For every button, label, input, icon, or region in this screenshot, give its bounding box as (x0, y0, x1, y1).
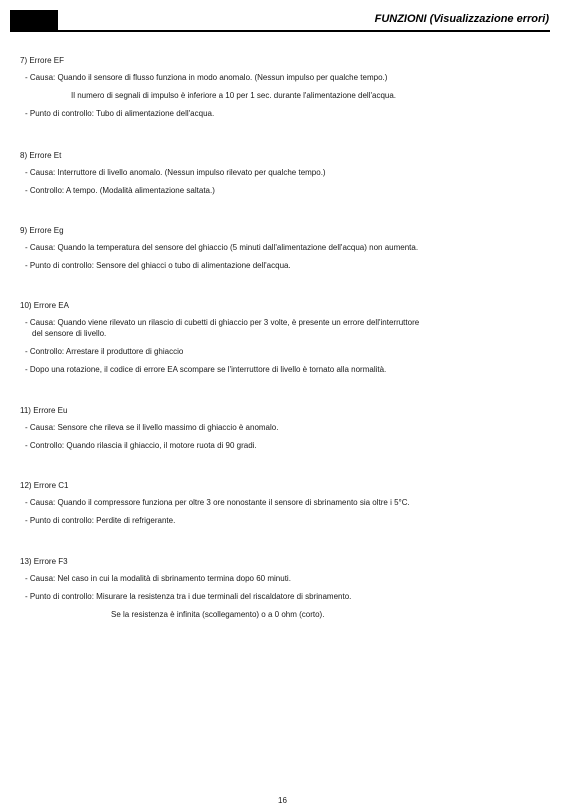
page-title: FUNZIONI (Visualizzazione errori) (374, 13, 549, 25)
section-line: Il numero di segnali di impulso è inferiore a 10 per 1 sec. durante l'alimentazione dell'acqua. (71, 91, 397, 100)
page-number: 16 (278, 796, 287, 805)
section-line: - Dopo una rotazione, il codice di errore EA scompare se l'interruttore di livello è tornato alla normalità. (25, 365, 387, 374)
header-black-block (10, 10, 58, 30)
section-line: - Controllo: Arrestare il produttore di ghiaccio (25, 347, 184, 356)
section-line: - Punto di controllo: Tubo di alimentazione dell'acqua. (25, 109, 215, 118)
section-title: 10) Errore EA (20, 301, 69, 310)
section-title: 9) Errore Eg (20, 226, 64, 235)
section-error-ef (20, 55, 540, 119)
section-line: - Causa: Sensore che rileva se il livello massimo di ghiaccio è anomalo. (25, 423, 279, 432)
section-error-ea (20, 300, 540, 375)
section-title: 12) Errore C1 (20, 481, 69, 490)
section-line: del sensore di livello. (32, 329, 107, 338)
section-line: - Causa: Interruttore di livello anomalo. (Nessun impulso rilevato per qualche tempo.) (25, 168, 326, 177)
section-line: Se la resistenza è infinita (scollegamento) o a 0 ohm (corto). (111, 610, 325, 619)
section-title: 11) Errore Eu (20, 406, 68, 415)
section-error-et (20, 150, 540, 196)
section-line: - Causa: Quando la temperatura del sensore del ghiaccio (5 minuti dall'alimentazione dell'acqua) non aumenta. (25, 243, 419, 252)
section-line: - Controllo: A tempo. (Modalità alimentazione saltata.) (25, 186, 215, 195)
section-error-eu (20, 405, 540, 451)
section-line: - Punto di controllo: Perdite di refrigerante. (25, 516, 176, 525)
section-error-c1 (20, 480, 540, 526)
section-title: 7) Errore EF (20, 56, 65, 65)
section-line: - Causa: Quando viene rilevato un rilascio di cubetti di ghiaccio per 3 volte, è presente un errore dell'interruttore (25, 318, 420, 327)
section-line: - Causa: Nel caso in cui la modalità di sbrinamento termina dopo 60 minuti. (25, 574, 291, 583)
section-line: - Controllo: Quando rilascia il ghiaccio, il motore ruota di 90 gradi. (25, 441, 257, 450)
section-line: - Punto di controllo: Misurare la resistenza tra i due terminali del riscaldatore di sbrinamento. (25, 592, 352, 601)
section-line: - Punto di controllo: Sensore del ghiacci o tubo di alimentazione dell'acqua. (25, 261, 291, 270)
section-title: 13) Errore F3 (20, 557, 68, 566)
section-error-eg (20, 225, 540, 271)
section-error-f3 (20, 556, 540, 620)
section-title: 8) Errore Et (20, 151, 62, 160)
section-line: - Causa: Quando il compressore funziona per oltre 3 ore nonostante il sensore di sbrinamento sia oltre i 5°C. (25, 498, 410, 507)
header-rule (10, 30, 550, 32)
section-line: - Causa: Quando il sensore di flusso funziona in modo anomalo. (Nessun impulso per qualche tempo.) (25, 73, 388, 82)
